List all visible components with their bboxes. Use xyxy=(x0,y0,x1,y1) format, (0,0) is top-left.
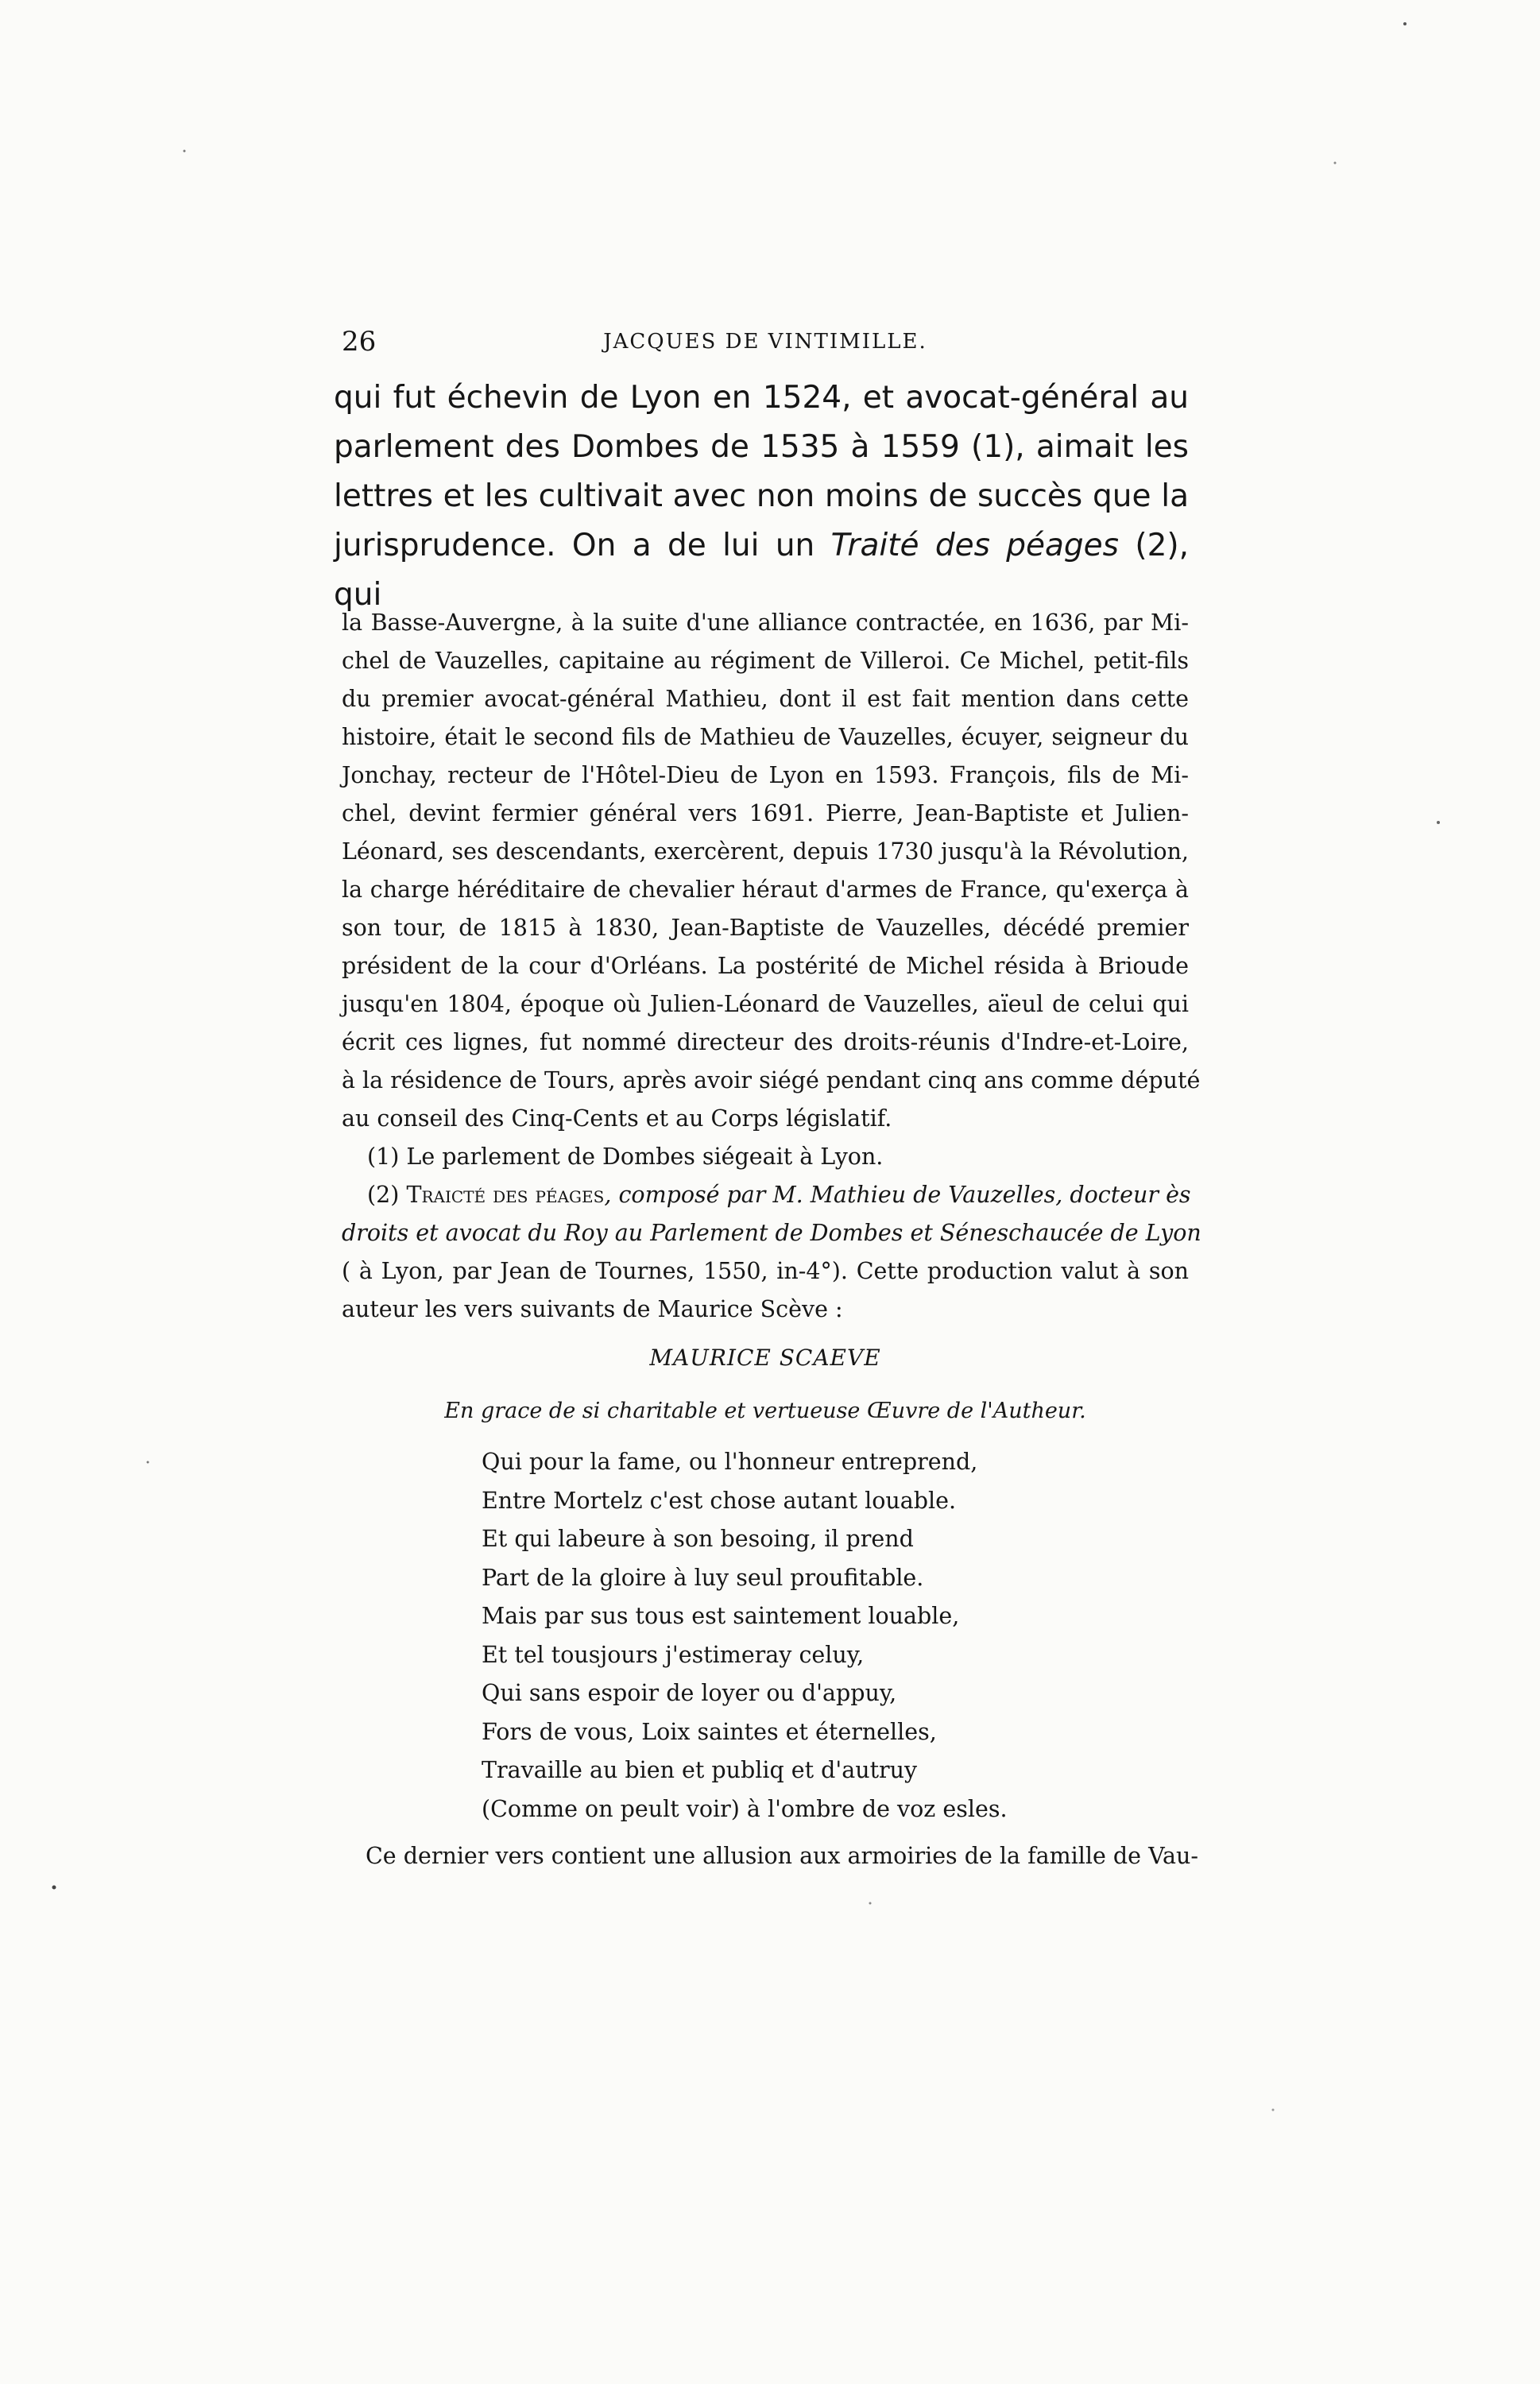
body-line-4-end: (2), qui xyxy=(334,528,1190,613)
footnote-2 xyxy=(342,1176,1201,1329)
footnote-2-title: Traicté des péages xyxy=(406,1182,605,1208)
speck xyxy=(1272,2109,1275,2111)
poem-dedication: En grace de si charitable et vertueuse Œuvre de l'Autheur. xyxy=(444,1399,1086,1423)
page-header xyxy=(342,324,1189,359)
footnote-2-line-1 xyxy=(342,1176,1189,1214)
speck xyxy=(1334,162,1337,164)
footnote-1: (1) Le parlement de Dombes siégeait à Lyon. xyxy=(367,1144,884,1170)
poem-verse: Part de la gloire à luy seul proufitable. xyxy=(482,1564,924,1591)
poem-verse: Et qui labeure à son besoing, il prend xyxy=(482,1526,914,1552)
body-line-4-start: jurisprudence. On a de lui un xyxy=(334,528,831,563)
note-line-10: président de la cour d'Orléans. La postérité de Michel résida à Brioude xyxy=(342,953,1189,979)
book-title-traite-des-peages: Traité des péages xyxy=(830,528,1119,563)
poem xyxy=(482,1443,1008,1829)
note-line-7: Léonard, ses descendants, exercèrent, depuis 1730 jusqu'à la Révolution, xyxy=(342,838,1189,865)
note-line-11: jusqu'en 1804, époque où Julien-Léonard de Vauzelles, aïeul de celui qui xyxy=(342,991,1189,1017)
body-line-3: lettres et les cultivait avec non moins de succès que la xyxy=(334,478,1189,514)
poem-verse: Travaille au bien et publiq et d'autruy xyxy=(482,1757,918,1783)
speck xyxy=(52,1886,56,1890)
poem-verse: Entre Mortelz c'est chose autant louable. xyxy=(482,1487,957,1514)
speck xyxy=(147,1461,149,1464)
note-line-12: écrit ces lignes, fut nommé directeur des droits-réunis d'Indre-et-Loire, xyxy=(342,1029,1189,1055)
speck xyxy=(869,1902,872,1905)
poem-verse: Qui sans espoir de loyer ou d'appuy, xyxy=(482,1680,897,1706)
note-line-5: Jonchay, recteur de l'Hôtel-Dieu de Lyon en 1593. François, fils de Mi- xyxy=(342,762,1189,788)
poem-verse: Et tel tousjours j'estimeray celuy, xyxy=(482,1641,865,1668)
footnote-2-italic-1: , composé par M. Mathieu de Vauzelles, docteur ès xyxy=(604,1182,1191,1208)
poem-verse: Fors de vous, Loix saintes et éternelles, xyxy=(482,1718,937,1745)
speck xyxy=(1403,22,1407,25)
footnote-2-line-3: ( à Lyon, par Jean de Tournes, 1550, in-4°). Cette production valut à son xyxy=(342,1258,1189,1284)
body-line-1: qui fut échevin de Lyon en 1524, et avocat-général au xyxy=(334,380,1189,416)
body-line-2: parlement des Dombes de 1535 à 1559 (1), aimait les xyxy=(334,429,1189,465)
note-line-2: chel de Vauzelles, capitaine au régiment de Villeroi. Ce Michel, petit-fils xyxy=(342,648,1189,674)
note-line-13: à la résidence de Tours, après avoir siégé pendant cinq ans comme député xyxy=(342,1067,1201,1093)
poem-title: MAURICE SCAEVE xyxy=(649,1345,881,1371)
note-line-14: au conseil des Cinq-Cents et au Corps législatif. xyxy=(342,1105,892,1132)
continued-note xyxy=(342,604,1201,1138)
speck xyxy=(184,150,186,153)
poem-verse: Mais par sus tous est saintement louable, xyxy=(482,1603,960,1629)
running-title: JACQUES DE VINTIMILLE. xyxy=(603,330,927,354)
poem-verse: Qui pour la fame, ou l'honneur entreprend, xyxy=(482,1449,978,1475)
note-line-4: histoire, était le second fils de Mathieu de Vauzelles, écuyer, seigneur du xyxy=(342,724,1189,750)
page-number: 26 xyxy=(342,326,377,358)
note-line-1: la Basse-Auvergne, à la suite d'une alliance contractée, en 1636, par Mi- xyxy=(342,610,1189,636)
note-line-6: chel, devint fermier général vers 1691. Pierre, Jean-Baptiste et Julien- xyxy=(342,800,1189,826)
main-body-text xyxy=(334,373,1189,620)
poem-verse: (Comme on peult voir) à l'ombre de voz esles. xyxy=(482,1795,1008,1822)
note-line-9: son tour, de 1815 à 1830, Jean-Baptiste de Vauzelles, décédé premier xyxy=(342,915,1189,941)
note-line-8: la charge héréditaire de chevalier héraut d'armes de France, qu'exerça à xyxy=(342,877,1189,903)
note-line-3: du premier avocat-général Mathieu, dont il est fait mention dans cette xyxy=(342,686,1189,712)
footnote-2-line-2: droits et avocat du Roy au Parlement de Dombes et Séneschaucée de Lyon xyxy=(342,1220,1201,1246)
footnotes xyxy=(342,604,1201,1329)
speck xyxy=(1437,821,1440,824)
closing-line: Ce dernier vers contient une allusion aux armoiries de la famille de Vau- xyxy=(366,1843,1199,1869)
footnote-2-line-4: auteur les vers suivants de Maurice Scève : xyxy=(342,1296,843,1322)
footnote-2-marker: (2) xyxy=(367,1182,407,1208)
